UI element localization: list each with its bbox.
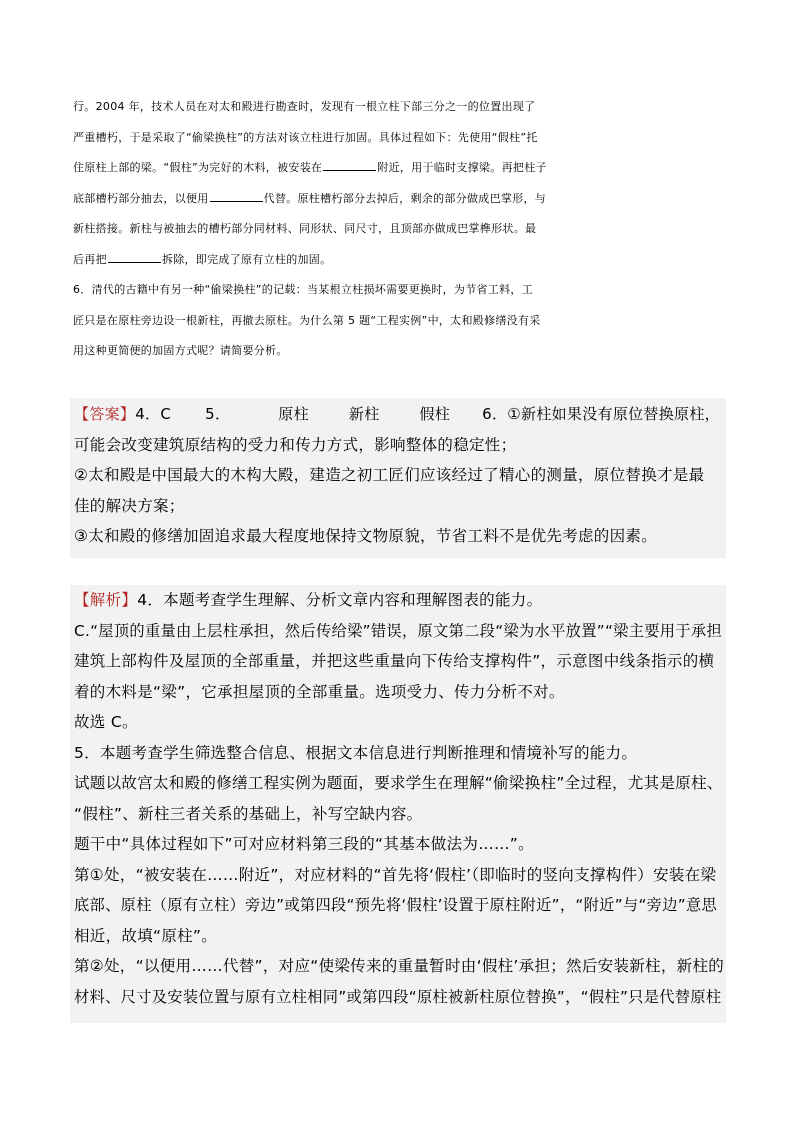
- question-text: 后再把: [73, 252, 107, 266]
- answer-text: 佳的解决方案；: [74, 496, 185, 515]
- explanation-text: 着的木料是“梁”，它承担屋顶的全部重量。选项受力、传力分析不对。: [74, 682, 565, 701]
- explanation-line: [74, 982, 726, 1013]
- question-section: [73, 92, 733, 367]
- explanation-text: 相近，故填“原柱”。: [74, 926, 218, 945]
- question-text: 用这种更简便的加固方式呢？请简要分析。: [73, 344, 288, 357]
- question-line: [73, 336, 733, 367]
- explanation-line: [74, 951, 726, 982]
- question-text: 严重槽朽，于是采取了“偷梁换柱”的方法对该立柱进行加固。具体过程如下：先使用“假柱”托: [73, 130, 538, 144]
- explanation-line: [74, 890, 726, 921]
- answer-line: [74, 491, 726, 522]
- explanation-line: [74, 768, 726, 799]
- answer-q5-number: 5．: [205, 405, 231, 423]
- question-line: [73, 153, 733, 184]
- explanation-line: [74, 860, 726, 891]
- explanation-text: “假柱”、新柱三者关系的基础上，补写空缺内容。: [74, 804, 423, 823]
- explanation-text: 题干中“具体过程如下”可对应材料第三段的“其基本做法为……”。: [74, 835, 534, 853]
- question-text: 附近，用于临时支撑梁。再把柱子: [377, 161, 547, 174]
- answer-text: ③太和殿的修缮加固追求最大程度地保持文物原貌，节省工料不是优先考虑的因素。: [74, 527, 657, 545]
- explanation-line: [74, 616, 726, 647]
- explanation-line: [74, 738, 726, 769]
- question-text: 6．清代的古籍中有另一种“偷梁换柱”的记载：当某根立柱损坏需要更换时，为节省工料，工: [73, 283, 533, 296]
- explanation-text: 建筑上部构件及屋顶的全部重量，并把这些重量向下传给支撑构件”，示意图中线条指示的横: [74, 652, 715, 670]
- question-text: 行。2004 年，技术人员在对太和殿进行勘查时，发现有一根立柱下部三分之一的位置出现了: [73, 100, 536, 113]
- question-line: [73, 306, 733, 337]
- explanation-line: [74, 707, 726, 738]
- explanation-text: 第①处，“被安装在……附近”，对应材料的“首先将‘假柱’（即临时的竖向支撑构件）安装在梁: [74, 865, 717, 884]
- explanation-section: [70, 585, 726, 1023]
- explanation-line: [74, 585, 726, 616]
- explanation-text: 材料、尺寸及安装位置与原有立柱相同”或第四段“原柱被新柱原位替换”，“假柱”只是代替原柱: [74, 987, 722, 1006]
- question-text: 匠只是在原柱旁边设一根新柱，再撤去原柱。为什么第 5 题“工程实例”中，太和殿修缮没有采: [73, 313, 541, 327]
- answer-q4: 4．C: [135, 405, 172, 423]
- explanation-text: 第②处，“以便用……代替”，对应“使梁传来的重量暂时由‘假柱’承担；然后安装新柱，新柱的: [74, 957, 725, 975]
- answer-line: [74, 521, 726, 552]
- question-text: 代替。原柱槽朽部分去掉后，剩余的部分做成巴掌形，与: [263, 191, 547, 205]
- question-line: [73, 123, 733, 154]
- answer-text: ②太和殿是中国最大的木构大殿，建造之初工匠们应该经过了精心的测量，原位替换才是最: [74, 466, 705, 484]
- explanation-text: 试题以故宫太和殿的修缮工程实例为题面，要求学生在理解“偷梁换柱”全过程，尤其是原柱、: [74, 774, 723, 792]
- explanation-line: [74, 677, 726, 708]
- answer-line: [74, 399, 726, 430]
- question-line: [73, 214, 733, 245]
- question-line: [73, 245, 733, 276]
- question-line: [73, 275, 733, 306]
- question-line: [73, 184, 733, 215]
- fill-blank-3[interactable]: [108, 247, 161, 263]
- answer-q5-blank-2: 新柱: [348, 405, 380, 423]
- question-text: 拆除，即完成了原有立柱的加固。: [161, 252, 332, 266]
- answer-section: [70, 398, 726, 558]
- question-line: [73, 92, 733, 123]
- answer-text: 可能会改变建筑原结构的受力和传力方式，影响整体的稳定性；: [74, 435, 517, 454]
- explanation-line: [74, 799, 726, 830]
- answer-line: [74, 430, 726, 461]
- answer-q5-blank-1: 原柱: [278, 405, 309, 423]
- question-text: 底部槽朽部分抽去，以便用: [73, 191, 209, 205]
- answer-q6-text: ①新柱如果没有原位替换原柱，: [507, 405, 720, 423]
- question-text: 住原柱上部的梁。“假柱”为完好的木料，被安装在: [73, 161, 323, 174]
- answer-q5-blank-3: 假柱: [419, 405, 451, 423]
- answer-line: [74, 460, 726, 491]
- explanation-tag: 【解析】: [74, 591, 138, 609]
- explanation-text: 5．本题考查学生筛选整合信息、根据文本信息进行判断推理和情境补写的能力。: [74, 743, 638, 762]
- explanation-line: [74, 646, 726, 677]
- question-text: 新柱搭接。新柱与被抽去的槽朽部分同材料、同形状、同尺寸，且顶部亦做成巴掌榫形状。最: [73, 222, 537, 235]
- explanation-line: [74, 829, 726, 860]
- explanation-text: C.“屋顶的重量由上层柱承担，然后传给梁”错误，原文第二段“梁为水平放置”“梁主要用于承担: [74, 621, 722, 640]
- answer-tag: 【答案】: [74, 405, 136, 423]
- fill-blank-1[interactable]: [323, 155, 376, 171]
- explanation-line: [74, 921, 726, 952]
- answer-q6-number: 6．: [482, 405, 508, 423]
- explanation-text: 底部、原柱（原有立柱）旁边”或第四段“预先将‘假柱’设置于原柱附近”，“附近”与“旁边”意思: [74, 896, 718, 914]
- explanation-text: 4．本题考查学生理解、分析文章内容和理解图表的能力。: [137, 591, 543, 609]
- explanation-text: 故选 C。: [74, 713, 138, 731]
- fill-blank-2[interactable]: [210, 186, 263, 202]
